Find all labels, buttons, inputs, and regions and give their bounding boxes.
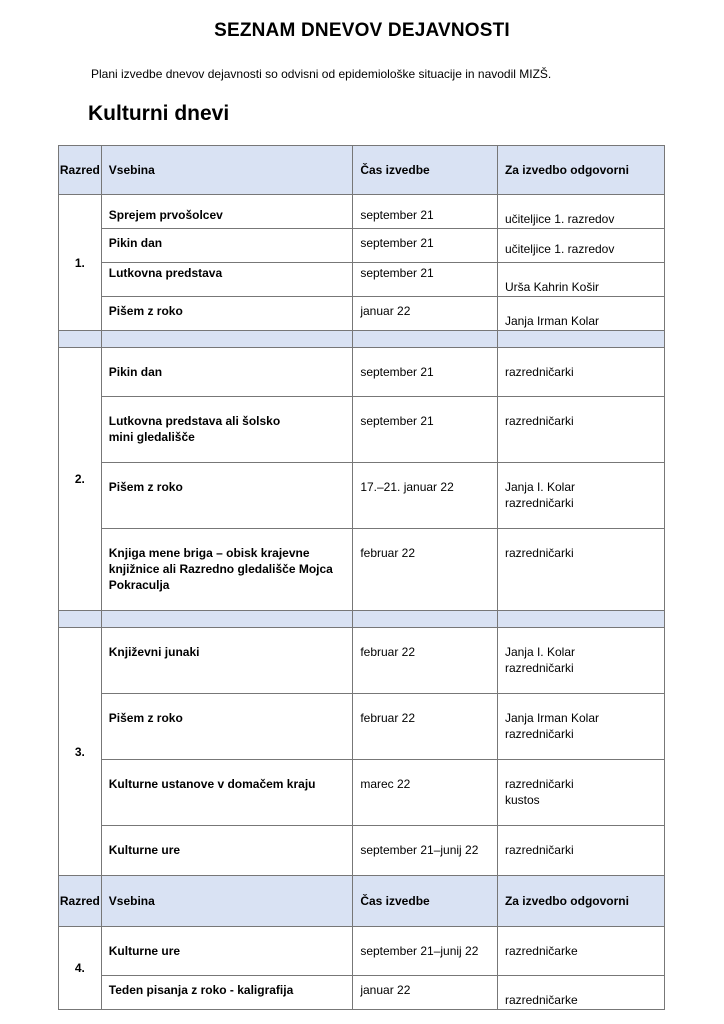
table-row xyxy=(59,297,665,331)
page-title: SEZNAM DNEVOV DEJAVNOSTI xyxy=(214,20,510,41)
section-heading: Kulturni dnevi xyxy=(88,102,230,125)
cell-vsebina-line: Lutkovna predstava ali šolsko xyxy=(108,414,281,428)
header-razred: Razred xyxy=(59,146,102,195)
cell-odgovorni-line: razredničarki xyxy=(504,496,574,510)
cell-vsebina-line: Knjiga mene briga – obisk krajevne xyxy=(108,546,310,560)
separator-row xyxy=(59,331,665,348)
cell-vsebina: Lutkovna predstava xyxy=(101,263,353,297)
cell-vsebina: Književni junaki xyxy=(101,628,353,694)
activities-table xyxy=(58,145,665,1010)
cell-odgovorni xyxy=(497,628,664,694)
cell-vsebina-line: knjižnice ali Razredno gledališče Mojca xyxy=(108,562,333,576)
cell-cas: september 21 xyxy=(353,397,498,463)
table-row xyxy=(59,694,665,760)
table-row xyxy=(59,348,665,397)
cell-cas: januar 22 xyxy=(353,297,498,331)
table-row xyxy=(59,229,665,263)
table-row xyxy=(59,628,665,694)
cell-odgovorni: razredničarki xyxy=(497,348,664,397)
cell-cas: september 21 xyxy=(353,263,498,297)
header-razred: Razred xyxy=(59,876,102,927)
cell-odgovorni: razredničarki xyxy=(497,529,664,611)
cell-cas: februar 22 xyxy=(353,628,498,694)
cell-odgovorni-line: razredničarki xyxy=(504,727,574,741)
cell-odgovorni: razredničarki xyxy=(497,826,664,876)
separator-row xyxy=(59,611,665,628)
cell-odgovorni xyxy=(497,694,664,760)
cell-vsebina: Pišem z roko xyxy=(101,463,353,529)
grade-label: 4. xyxy=(59,927,102,1010)
table-row xyxy=(59,529,665,611)
table-header-row xyxy=(59,146,665,195)
grade-label: 1. xyxy=(59,195,102,331)
table-row xyxy=(59,463,665,529)
intro-text: Plani izvedbe dnevov dejavnosti so odvisni od epidemiološke situacije in navodil MIZŠ. xyxy=(91,67,552,81)
cell-vsebina: Pikin dan xyxy=(101,348,353,397)
cell-odgovorni xyxy=(497,760,664,826)
header-odgovorni: Za izvedbo odgovorni xyxy=(497,876,664,927)
cell-vsebina-line: Pokraculja xyxy=(108,578,170,592)
cell-odgovorni-line: razredničarki xyxy=(504,777,574,791)
cell-cas: september 21 xyxy=(353,348,498,397)
cell-vsebina xyxy=(101,397,353,463)
cell-odgovorni: učiteljice 1. razredov xyxy=(497,229,664,263)
cell-vsebina: Sprejem prvošolcev xyxy=(101,195,353,229)
cell-odgovorni xyxy=(497,463,664,529)
header-odgovorni: Za izvedbo odgovorni xyxy=(497,146,664,195)
cell-odgovorni-line: Janja I. Kolar xyxy=(504,480,575,494)
cell-cas: september 21–junij 22 xyxy=(353,826,498,876)
table-row xyxy=(59,760,665,826)
cell-vsebina: Pišem z roko xyxy=(101,694,353,760)
cell-cas: marec 22 xyxy=(353,760,498,826)
cell-vsebina: Kulturne ure xyxy=(101,927,353,976)
cell-cas: september 21–junij 22 xyxy=(353,927,498,976)
cell-odgovorni: Janja Irman Kolar xyxy=(497,297,664,331)
header-cas: Čas izvedbe xyxy=(353,146,498,195)
table-row xyxy=(59,927,665,976)
cell-odgovorni-line: Janja Irman Kolar xyxy=(504,711,599,725)
table-row xyxy=(59,826,665,876)
cell-cas: februar 22 xyxy=(353,529,498,611)
cell-vsebina-line: mini gledališče xyxy=(108,430,195,444)
cell-vsebina: Teden pisanja z roko - kaligrafija xyxy=(101,976,353,1010)
header-cas: Čas izvedbe xyxy=(353,876,498,927)
cell-odgovorni: učiteljice 1. razredov xyxy=(497,195,664,229)
table-row xyxy=(59,263,665,297)
cell-vsebina: Kulturne ure xyxy=(101,826,353,876)
cell-vsebina: Pišem z roko xyxy=(101,297,353,331)
cell-odgovorni: razredničarki xyxy=(497,397,664,463)
cell-odgovorni: Urša Kahrin Košir xyxy=(497,263,664,297)
table-row xyxy=(59,976,665,1010)
cell-odgovorni: razredničarke xyxy=(497,976,664,1010)
grade-label: 3. xyxy=(59,628,102,876)
table-row xyxy=(59,397,665,463)
cell-cas: januar 22 xyxy=(353,976,498,1010)
cell-vsebina: Kulturne ustanove v domačem kraju xyxy=(101,760,353,826)
cell-vsebina xyxy=(101,529,353,611)
cell-cas: 17.–21. januar 22 xyxy=(353,463,498,529)
table-header-row xyxy=(59,876,665,927)
cell-cas: februar 22 xyxy=(353,694,498,760)
cell-vsebina: Pikin dan xyxy=(101,229,353,263)
header-vsebina: Vsebina xyxy=(101,146,353,195)
header-vsebina: Vsebina xyxy=(101,876,353,927)
cell-odgovorni: razredničarke xyxy=(497,927,664,976)
cell-odgovorni-line: Janja I. Kolar xyxy=(504,645,575,659)
table-row xyxy=(59,195,665,229)
cell-cas: september 21 xyxy=(353,195,498,229)
cell-odgovorni-line: kustos xyxy=(504,793,540,807)
cell-cas: september 21 xyxy=(353,229,498,263)
cell-odgovorni-line: razredničarki xyxy=(504,661,574,675)
grade-label: 2. xyxy=(59,348,102,611)
